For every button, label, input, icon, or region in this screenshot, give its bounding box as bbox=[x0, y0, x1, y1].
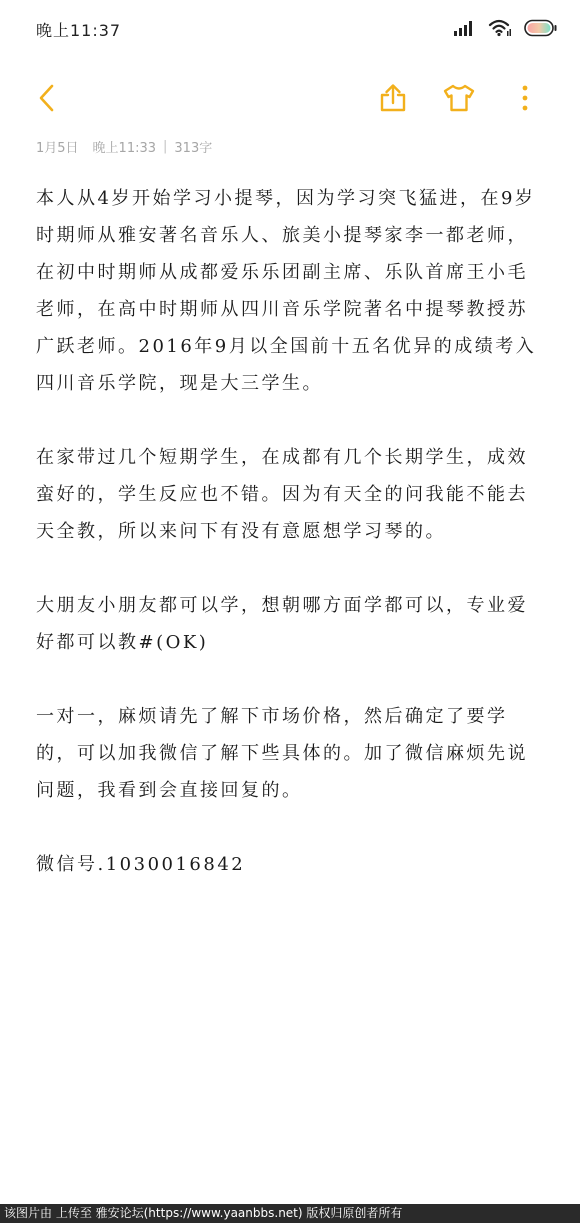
signal-icon bbox=[454, 20, 476, 40]
more-icon bbox=[521, 84, 529, 112]
wifi-icon bbox=[488, 19, 512, 41]
meta-separator: | bbox=[163, 139, 168, 154]
more-button[interactable] bbox=[512, 80, 538, 116]
note-meta bbox=[36, 137, 212, 156]
status-icons bbox=[454, 17, 558, 43]
battery-icon bbox=[524, 19, 558, 41]
note-paragraph-contact: 一对一，麻烦请先了解下市场价格，然后确定了要学的，可以加我微信了解下些具体的。加了微信麻烦先说问题，我看到会直接回复的。 bbox=[36, 706, 528, 801]
note-paragraph-wechat: 微信号.1030016842 bbox=[36, 854, 246, 875]
watermark-bar: 该图片由 上传至 雅安论坛(https://www.yaanbbs.net) 版权归原创者所有 bbox=[0, 1204, 580, 1223]
back-button[interactable] bbox=[30, 80, 64, 116]
theme-button[interactable] bbox=[440, 80, 478, 116]
note-body[interactable] bbox=[36, 180, 548, 920]
share-button[interactable] bbox=[376, 80, 410, 116]
share-icon bbox=[378, 83, 408, 113]
note-date: 1月5日 bbox=[36, 141, 79, 156]
theme-shirt-icon bbox=[442, 83, 476, 113]
note-toolbar bbox=[0, 70, 580, 126]
note-word-count: 313字 bbox=[174, 141, 213, 156]
back-icon bbox=[37, 83, 57, 113]
note-paragraph-intro: 本人从4岁开始学习小提琴，因为学习突飞猛进，在9岁时期师从雅安著名音乐人、旅美小提琴家李一都老师，在初中时期师从成都爱乐乐团副主席、乐队首席王小毛老师，在高中时期师从四川音乐学院著名中提琴教授苏广跃老师。2016年9月以全国前十五名优异的成绩考入四川音乐学院，现是大三学生。 bbox=[36, 188, 537, 394]
status-time: 晚上11:37 bbox=[36, 21, 122, 40]
status-bar bbox=[0, 0, 580, 60]
note-time: 晚上11:33 bbox=[92, 141, 157, 156]
note-paragraph-audience: 大朋友小朋友都可以学，想朝哪方面学都可以，专业爱好都可以教#(OK) bbox=[36, 595, 528, 653]
note-paragraph-experience: 在家带过几个短期学生，在成都有几个长期学生，成效蛮好的，学生反应也不错。因为有天全的问我能不能去天全教，所以来问下有没有意愿想学习琴的。 bbox=[36, 447, 528, 542]
